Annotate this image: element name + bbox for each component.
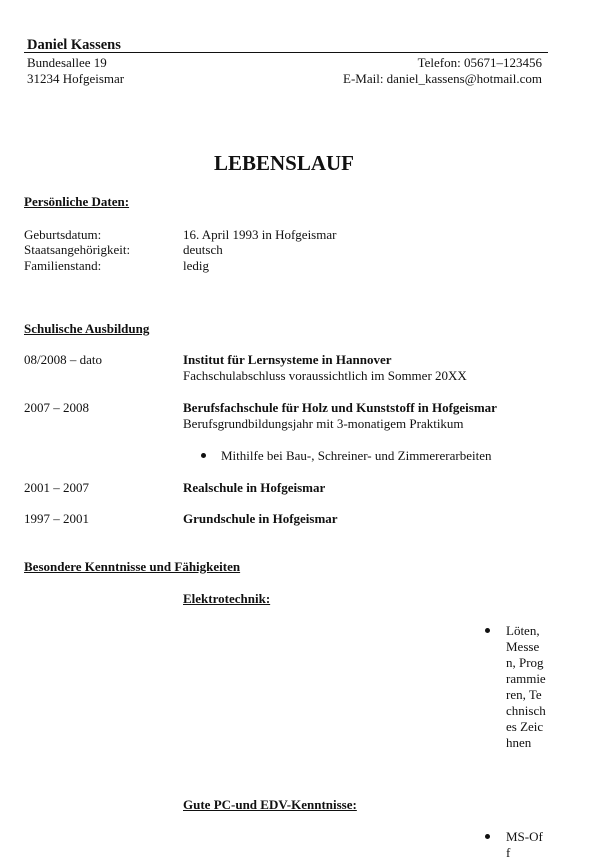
education-school: Realschule in Hofgeismar xyxy=(183,480,326,495)
phone-number: Telefon: 05671–123456 xyxy=(417,55,542,70)
education-period: 1997 – 2001 xyxy=(24,511,89,526)
bullet-icon xyxy=(201,453,206,458)
marital-status-value: ledig xyxy=(183,258,209,273)
education-period: 2007 – 2008 xyxy=(24,400,89,415)
education-heading: Schulische Ausbildung xyxy=(24,321,150,336)
education-school: Berufsfachschule für Holz und Kunststoff in Hofgeismar xyxy=(183,400,497,415)
nationality-label: Staatsangehörigkeit: xyxy=(24,242,131,257)
bullet-icon xyxy=(485,834,490,839)
education-bullet-item: Mithilfe bei Bau-, Schreiner- und Zimmererarbeiten xyxy=(221,448,492,463)
address-street: Bundesallee 19 xyxy=(27,55,107,70)
marital-status-label: Familienstand: xyxy=(24,258,102,273)
birthdate-label: Geburtsdatum: xyxy=(24,227,102,242)
education-school: Grundschule in Hofgeismar xyxy=(183,511,338,526)
email-address: E-Mail: daniel_kassens@hotmail.com xyxy=(343,71,542,86)
skill-item: MS-Off xyxy=(506,829,543,860)
address-city: 31234 Hofgeismar xyxy=(27,71,125,86)
education-period: 08/2008 – dato xyxy=(24,352,102,367)
skill-group-title: Gute PC-und EDV-Kenntnisse: xyxy=(183,797,357,812)
nationality-value: deutsch xyxy=(183,242,223,257)
bullet-icon xyxy=(485,628,490,633)
personal-data-heading: Persönliche Daten: xyxy=(24,194,130,209)
birthdate-value: 16. April 1993 in Hofgeismar xyxy=(183,227,337,242)
education-period: 2001 – 2007 xyxy=(24,480,89,495)
document-title: LEBENSLAUF xyxy=(213,151,355,175)
education-school: Institut für Lernsysteme in Hannover xyxy=(183,352,392,367)
header-divider xyxy=(24,52,548,53)
skill-item: Löten, Messen, Programmieren, Technisches Zeichnen xyxy=(506,623,546,750)
education-detail: Berufsgrundbildungsjahr mit 3-monatigem Praktikum xyxy=(183,416,464,431)
skills-heading: Besondere Kenntnisse und Fähigkeiten xyxy=(24,559,241,574)
education-detail: Fachschulabschluss voraussichtlich im Sommer 20XX xyxy=(183,368,467,383)
skill-group-title: Elektrotechnik: xyxy=(183,591,271,606)
applicant-name: Daniel Kassens xyxy=(27,37,121,53)
